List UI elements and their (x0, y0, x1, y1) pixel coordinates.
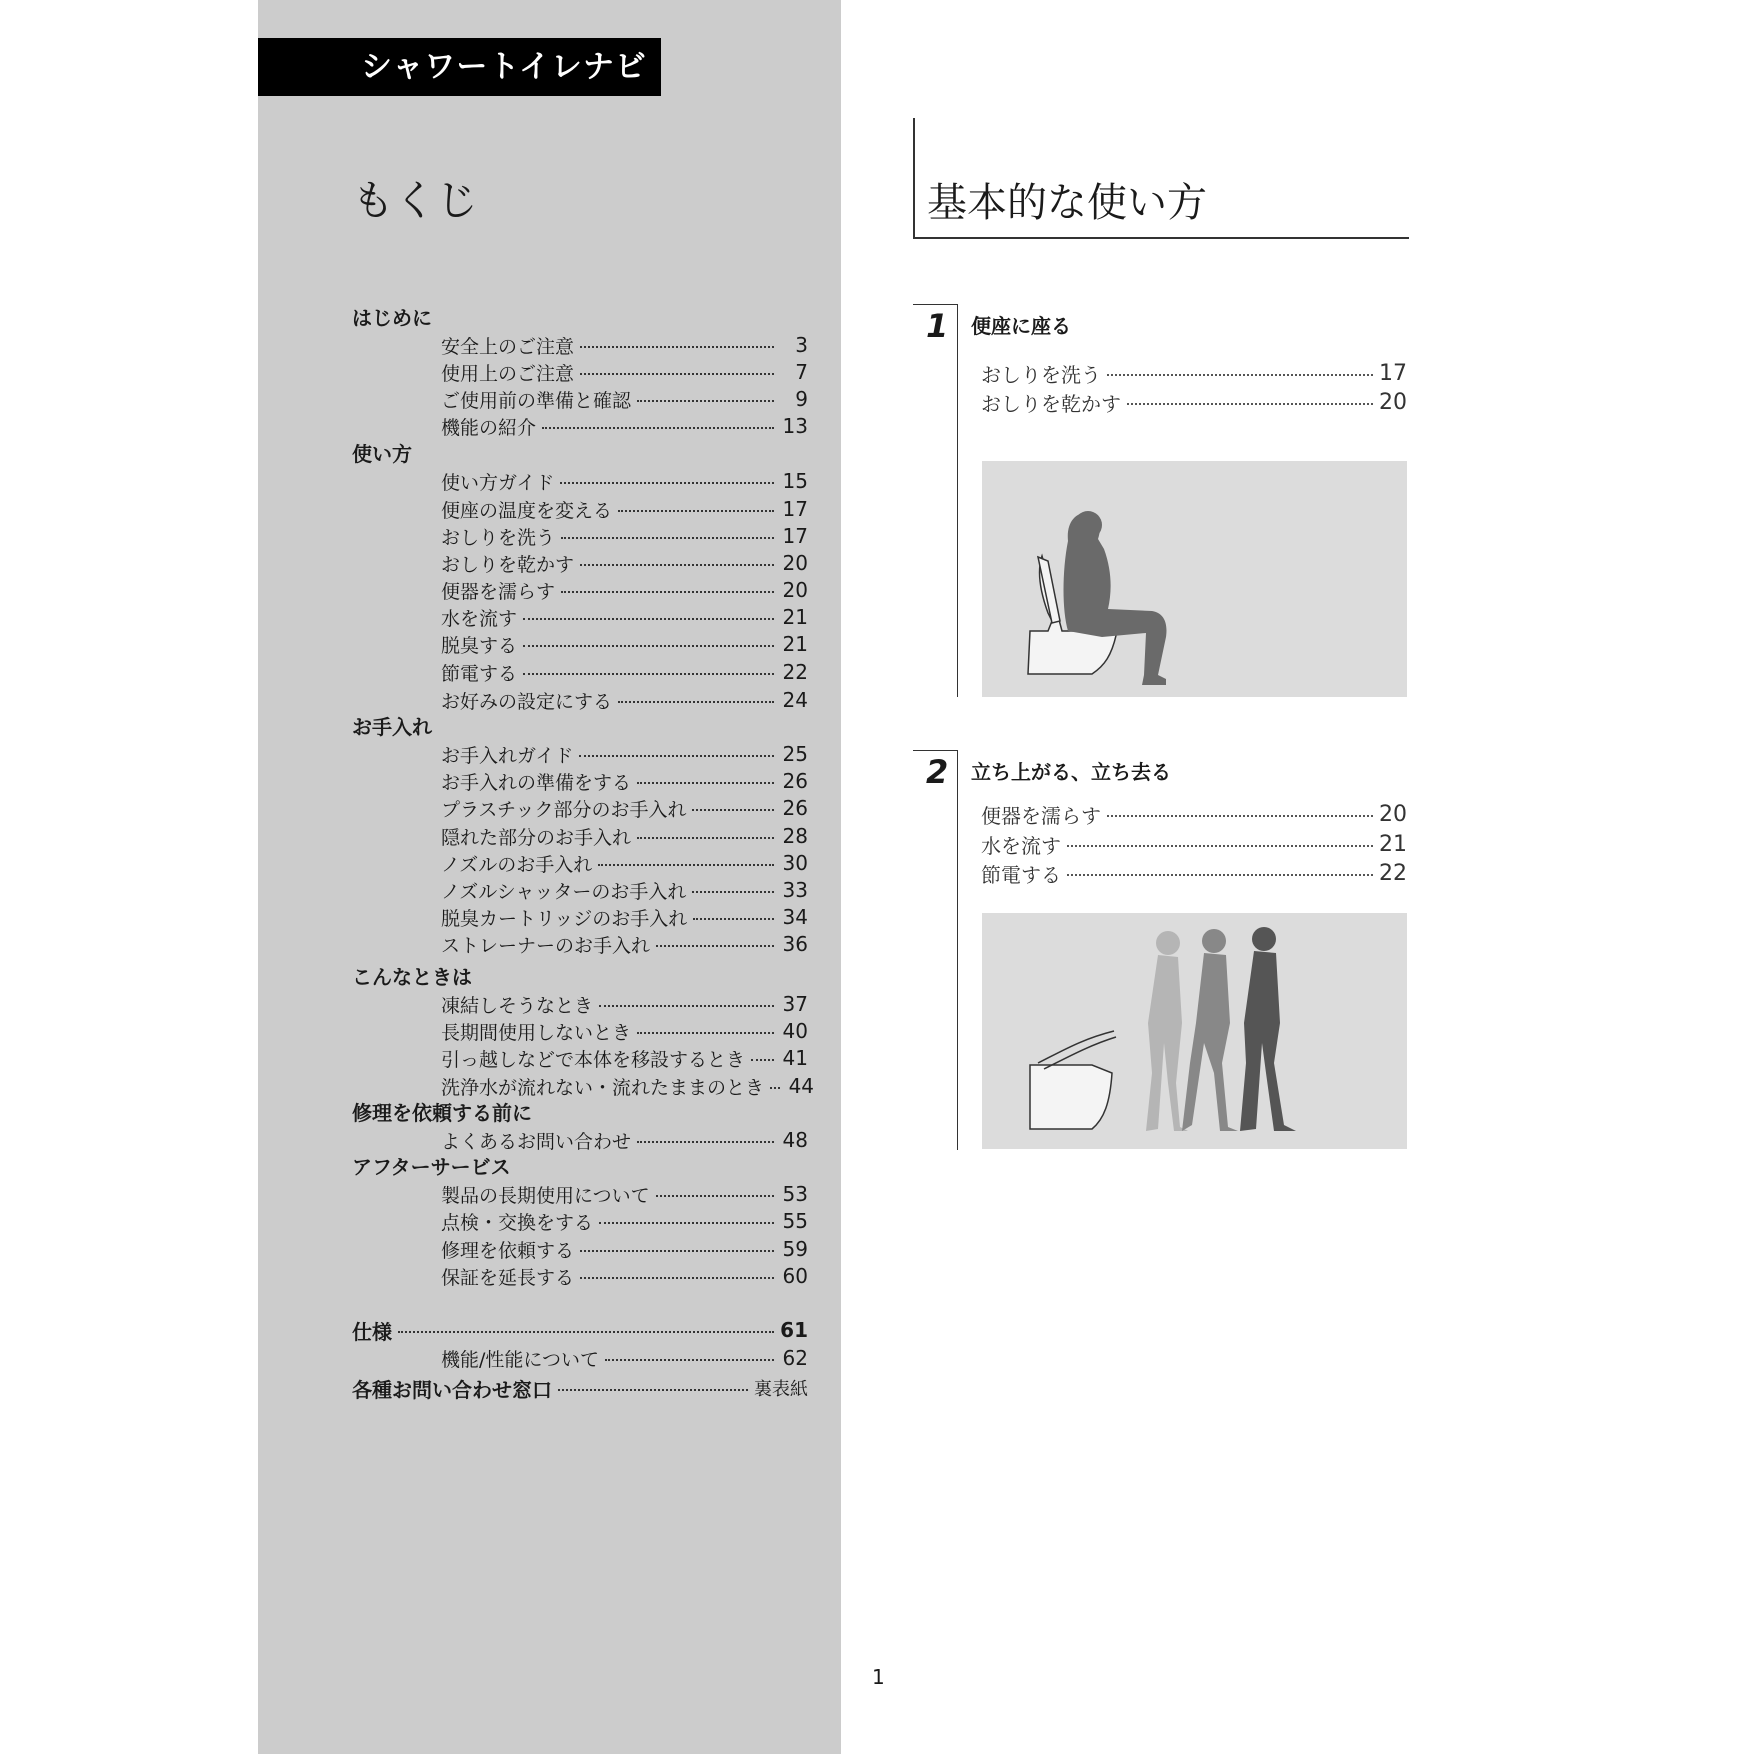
step-number: 2 (926, 753, 949, 791)
page-number: 1 (872, 1665, 885, 1689)
toc-item[interactable]: おしりを洗う 17 (441, 524, 808, 549)
step-rule (957, 750, 958, 1150)
toc-item[interactable]: 保証を延長する 60 (441, 1264, 808, 1289)
toc-heading-after-service: アフターサービス (352, 1155, 511, 1179)
toc-item[interactable]: 脱臭カートリッジのお手入れ 34 (441, 905, 808, 930)
toc-item[interactable]: ノズルシャッターのお手入れ 33 (441, 878, 808, 903)
toc-item[interactable]: ノズルのお手入れ 30 (441, 851, 808, 876)
toc-item[interactable]: 使い方ガイド 15 (441, 469, 808, 494)
toc-item-spec[interactable]: 仕様 61 (352, 1318, 808, 1344)
toc-item[interactable]: 点検・交換をする 55 (441, 1209, 808, 1234)
toc-item-contact[interactable]: 各種お問い合わせ窓口 裏表紙 (352, 1377, 808, 1402)
toc-item[interactable]: 水を流す 21 (441, 605, 808, 630)
toc-heading-intro: はじめに (352, 306, 432, 330)
toc-item[interactable]: 脱臭する 21 (441, 632, 808, 657)
toc-item[interactable]: よくあるお問い合わせ 48 (441, 1128, 808, 1153)
toc-item[interactable]: お手入れガイド 25 (441, 742, 808, 767)
step-heading: 便座に座る (971, 314, 1071, 338)
toc-item[interactable]: お好みの設定にする 24 (441, 688, 808, 713)
title-rule-vertical (913, 118, 915, 239)
step-item[interactable]: おしりを乾かす 20 (981, 389, 1407, 416)
brand-label: シャワートイレナビ (258, 38, 661, 96)
step-rule (913, 304, 958, 305)
step-heading: 立ち上がる、立ち去る (971, 760, 1171, 784)
toc-heading-when: こんなときは (352, 965, 472, 989)
toc-item[interactable]: 機能/性能について 62 (441, 1346, 808, 1371)
toc-item[interactable]: プラスチック部分のお手入れ 26 (441, 796, 808, 821)
toc-item[interactable]: 隠れた部分のお手入れ 28 (441, 824, 808, 849)
sitting-illustration (982, 461, 1407, 697)
toc-item[interactable]: 機能の紹介 13 (441, 414, 808, 439)
toc-heading-usage: 使い方 (352, 442, 412, 466)
step-item[interactable]: 水を流す 21 (981, 831, 1407, 858)
toc-item[interactable]: 使用上のご注意 7 (441, 360, 808, 385)
toc-item[interactable]: 引っ越しなどで本体を移設するとき 41 (441, 1046, 808, 1071)
toc-item[interactable]: 便座の温度を変える 17 (441, 497, 808, 522)
toc-item[interactable]: 修理を依頼する 59 (441, 1237, 808, 1262)
toc-item[interactable]: 製品の長期使用について 53 (441, 1182, 808, 1207)
toc-title: もくじ (352, 176, 479, 225)
toc-item[interactable]: 凍結しそうなとき 37 (441, 992, 808, 1017)
step-item[interactable]: おしりを洗う 17 (981, 360, 1407, 387)
toc-heading-before-repair: 修理を依頼する前に (352, 1101, 532, 1125)
basic-usage-title: 基本的な使い方 (927, 180, 1207, 226)
title-rule-horizontal (913, 237, 1409, 239)
toc-item[interactable]: ご使用前の準備と確認 9 (441, 387, 808, 412)
toc-item[interactable]: おしりを乾かす 20 (441, 551, 808, 576)
toc-item[interactable]: ストレーナーのお手入れ 36 (441, 932, 808, 957)
toc-item[interactable]: 節電する 22 (441, 660, 808, 685)
step-item[interactable]: 便器を濡らす 20 (981, 801, 1407, 828)
toc-item[interactable]: 洗浄水が流れない・流れたままのとき 44 (441, 1074, 815, 1099)
step-rule (913, 750, 958, 751)
toc-item[interactable]: お手入れの準備をする 26 (441, 769, 808, 794)
toc-heading-care: お手入れ (352, 715, 432, 739)
step-item[interactable]: 節電する 22 (981, 860, 1407, 887)
step-number: 1 (926, 307, 949, 345)
step-rule (957, 304, 958, 697)
toc-item[interactable]: 便器を濡らす 20 (441, 578, 808, 603)
toc-item[interactable]: 安全上のご注意 3 (441, 333, 808, 358)
leaving-illustration (982, 913, 1407, 1149)
toc-item[interactable]: 長期間使用しないとき 40 (441, 1019, 808, 1044)
